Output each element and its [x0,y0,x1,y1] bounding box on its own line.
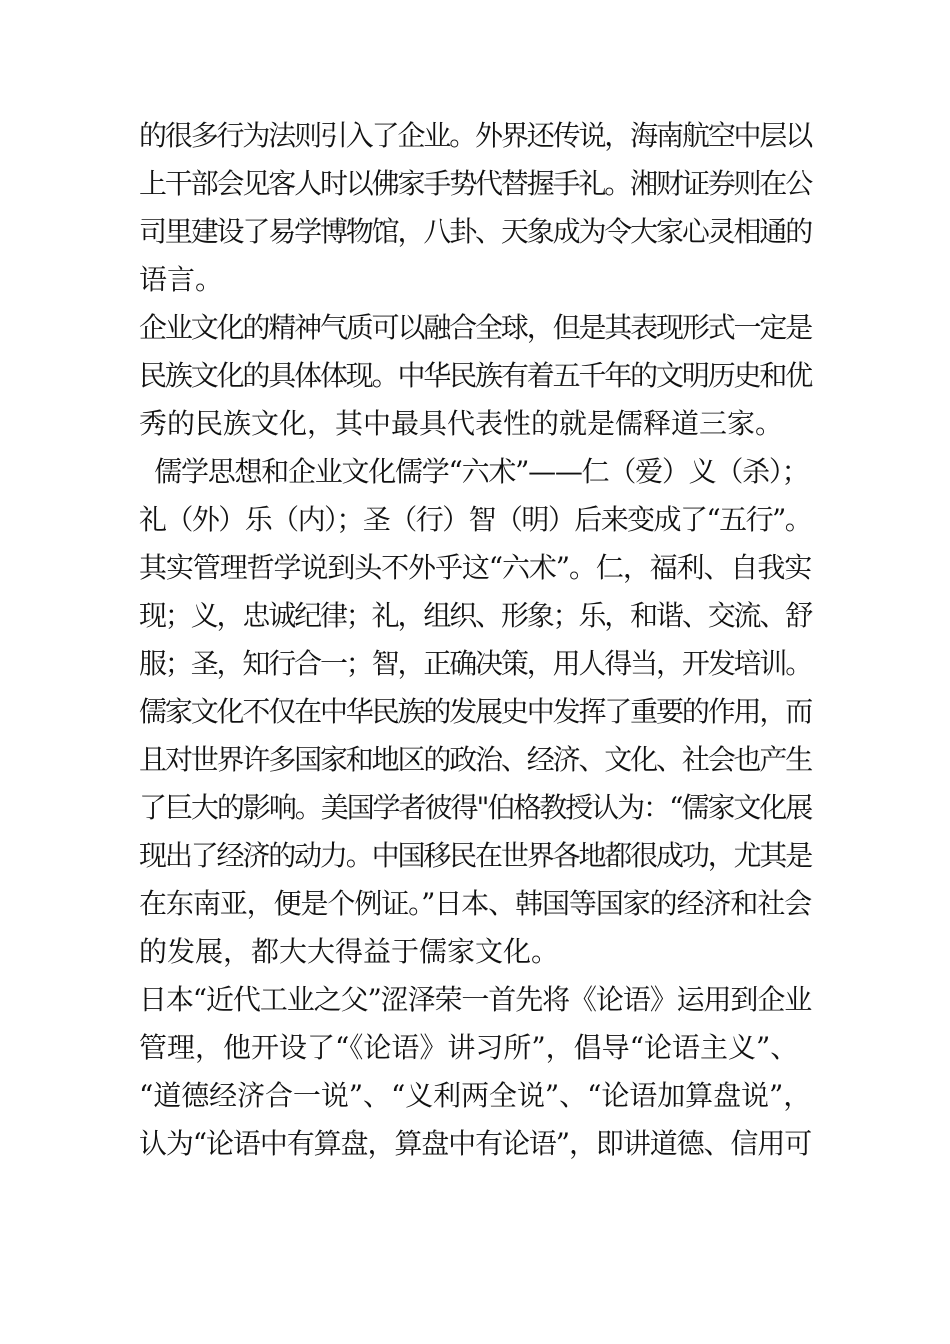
text-line: 服；圣，知行合一；智，正确决策，用人得当，开发培训。 [139,647,811,680]
text-line: 管理，他开设了“《论语》讲习所”，倡导“论语主义”、 [139,1031,799,1064]
text-line: 语言。 [139,263,224,296]
text-line: 司里建设了易学博物馆，八卦、天象成为令大家心灵相通的 [139,215,811,248]
text-line: 礼（外）乐（内）；圣（行）智（明）后来变成了“五行”。 [139,503,811,536]
text-line: 儒家文化不仅在中华民族的发展史中发挥了重要的作用，而 [139,695,811,728]
text-line: 上干部会见客人时以佛家手势代替握手礼。湘财证券则在公 [139,167,811,200]
text-line: 民族文化的具体体现。中华民族有着五千年的文明历史和优 [139,359,811,392]
text-line: 日本“近代工业之父”涩泽荣一首先将《论语》运用到企业 [139,983,811,1016]
text-line: 其实管理哲学说到头不外乎这“六术”。仁，福利、自我实 [139,551,811,584]
text-line: 儒学思想和企业文化儒学“六术”——仁（爱）义（杀）； [139,455,809,488]
text-line: 企业文化的精神气质可以融合全球，但是其表现形式一定是 [139,311,811,344]
text-line: 现出了经济的动力。中国移民在世界各地都很成功，尤其是 [139,839,811,872]
document-body [139,112,811,1168]
text-line: 且对世界许多国家和地区的政治、经济、文化、社会也产生 [139,743,811,776]
text-line: “道德经济合一说”、“义利两全说”、“论语加算盘说”， [139,1079,811,1112]
text-line: 秀的民族文化，其中最具代表性的就是儒释道三家。 [139,407,784,440]
text-line: 了巨大的影响。美国学者彼得"伯格教授认为：“儒家文化展 [139,791,811,824]
text-line: 现；义，忠诚纪律；礼，组织、形象；乐，和谐、交流、舒 [139,599,811,632]
text-line: 认为“论语中有算盘，算盘中有论语”，即讲道德、信用可 [139,1127,811,1160]
text-line: 在东南亚，便是个例证。”日本、韩国等国家的经济和社会 [139,887,811,920]
text-line: 的发展，都大大得益于儒家文化。 [139,935,560,968]
text-line: 的很多行为法则引入了企业。外界还传说，海南航空中层以 [139,119,811,152]
